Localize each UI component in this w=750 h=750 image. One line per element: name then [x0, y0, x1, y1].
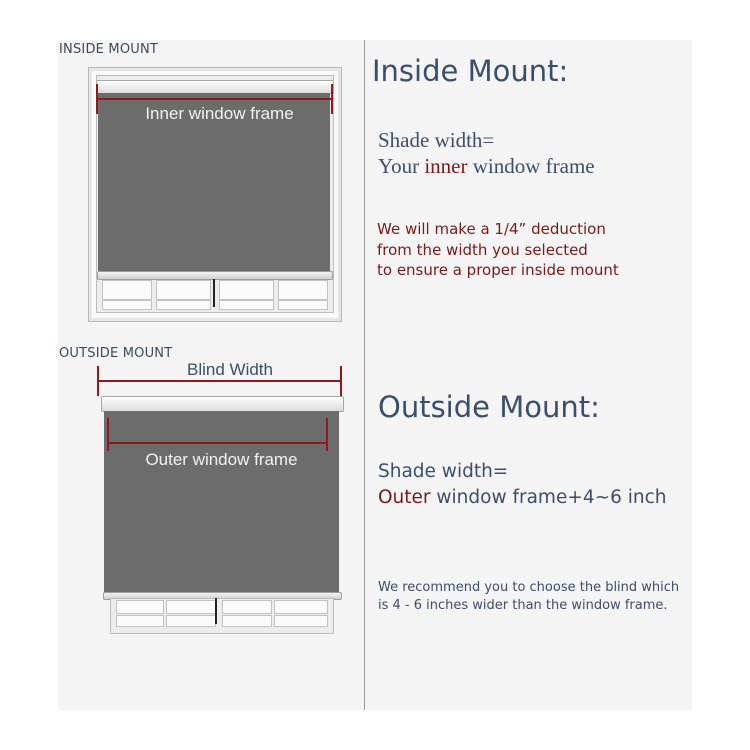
- inside-pane: [278, 280, 328, 300]
- blind-width-line: [98, 380, 341, 382]
- outside-note-line: is 4 - 6 inches wider than the window frame.: [378, 598, 668, 613]
- inside-frame-emphasis: inner: [424, 154, 468, 178]
- blind-width-label: Blind Width: [187, 360, 273, 379]
- inside-pane: [219, 300, 274, 310]
- outside-frame-line: [378, 485, 667, 511]
- outside-mount-label: OUTSIDE MOUNT: [59, 346, 173, 361]
- outside-note-line: We recommend you to choose the blind which: [378, 580, 680, 595]
- inside-pane: [102, 280, 152, 300]
- inside-shade-label: Inner window frame: [145, 104, 294, 123]
- outside-pane: [222, 600, 272, 614]
- outside-pane: [274, 615, 328, 627]
- inside-shade-width-line: Shade width=: [378, 128, 495, 152]
- outside-pane: [116, 600, 164, 614]
- inside-pane: [278, 300, 328, 310]
- inside-pane: [219, 280, 274, 300]
- outside-headrail: [101, 396, 344, 412]
- inside-frame-suffix: window frame: [467, 154, 595, 178]
- inside-pane: [156, 300, 211, 310]
- inside-bottom-bar: [97, 271, 333, 280]
- blind-width-tick-left: [97, 366, 99, 396]
- inside-frame-prefix: Your: [378, 154, 425, 178]
- outside-pane: [116, 615, 164, 627]
- outer-frame-tick-right: [326, 418, 328, 451]
- column-divider: [364, 40, 365, 710]
- inside-note-line: We will make a 1/4” deduction: [377, 220, 606, 238]
- outside-pull-cord: [215, 598, 217, 624]
- outer-frame-line: [108, 442, 327, 444]
- blind-width-tick-right: [340, 366, 342, 396]
- inside-pane: [102, 300, 152, 310]
- outside-mount-heading: Outside Mount:: [378, 390, 600, 424]
- inside-headrail: [96, 80, 334, 94]
- outside-pane: [222, 615, 272, 627]
- outside-shade-width-line: Shade width=: [378, 461, 509, 482]
- inside-measure-line: [97, 98, 332, 100]
- inside-note-line: to ensure a proper inside mount: [377, 261, 619, 279]
- inside-frame-line: [378, 153, 595, 179]
- inside-mount-heading: Inside Mount:: [372, 54, 569, 88]
- inside-note-line: from the width you selected: [377, 240, 588, 259]
- outer-frame-tick-left: [107, 418, 109, 451]
- outside-frame-emphasis: Outer: [378, 487, 431, 508]
- outside-pane: [274, 600, 328, 614]
- outside-shade-fabric: [104, 411, 339, 592]
- inside-pull-cord: [213, 279, 215, 307]
- inside-deduction-note: [377, 219, 619, 281]
- inside-pane: [156, 280, 211, 300]
- outside-frame-suffix: window frame+4~6 inch: [430, 487, 667, 508]
- outside-shade-label: Outer window frame: [145, 450, 298, 469]
- inside-mount-label: INSIDE MOUNT: [59, 42, 159, 57]
- outside-pane: [166, 615, 216, 627]
- outside-recommend-note: [378, 579, 679, 615]
- outside-pane: [166, 600, 216, 614]
